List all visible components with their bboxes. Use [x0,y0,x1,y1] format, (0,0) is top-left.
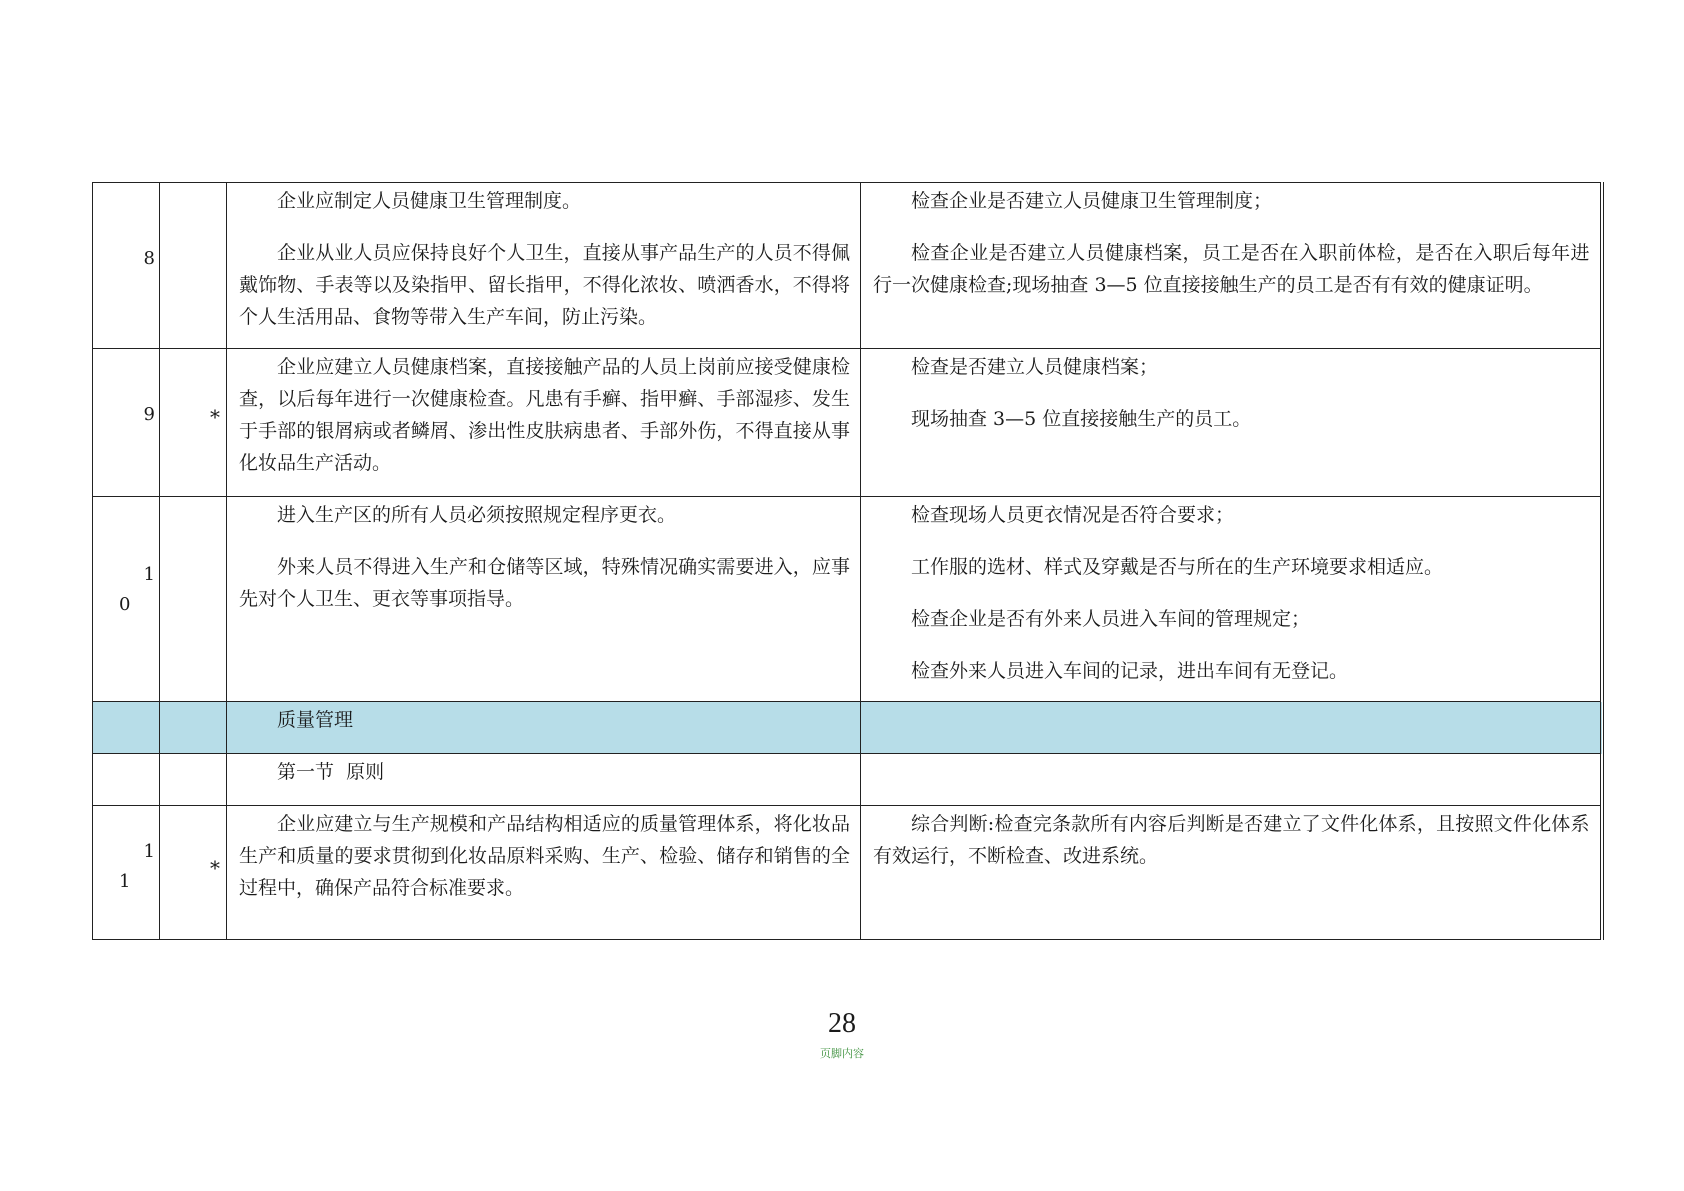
check-text: 工作服的选材、样式及穿戴是否与所在的生产环境要求相适应。 [911,556,1444,578]
subsection-empty-cell [861,754,1602,806]
subsection-title-cell [227,754,861,806]
requirement-cell [227,349,861,497]
check-text: 检查企业是否有外来人员进入车间的管理规定； [911,608,1311,630]
requirement-cell [227,183,861,349]
item-number-cell [93,806,160,940]
subsection-empty-cell [160,754,227,806]
key-item-star: * [210,856,220,880]
check-text: 检查企业是否建立人员健康档案，员工是否在入职前体检，是否在入职后每年进行一次健康检查;现场抽查 3—5 位直接接触生产的员工是否有有效的健康证明。 [873,242,1590,296]
key-item-cell [160,183,227,349]
item-number-bottom: 1 [119,871,131,892]
check-text: 综合判断:检查完条款所有内容后判断是否建立了文件化体系，且按照文件化体系有效运行，不断检查、改进系统。 [873,813,1590,867]
key-item-star: * [210,405,220,429]
item-number-cell [93,183,160,349]
check-method-cell [861,183,1602,349]
requirement-text: 企业从业人员应保持良好个人卫生，直接从事产品生产的人员不得佩戴饰物、手表等以及染指甲、留长指甲，不得化浓妆、喷洒香水，不得将个人生活用品、食物等带入生产车间，防止污染。 [239,242,850,328]
check-text: 检查现场人员更衣情况是否符合要求； [911,504,1235,526]
footer-note: 页脚内容 [820,1047,864,1060]
check-method-cell [861,806,1602,940]
item-number: 9 [143,404,155,425]
inspection-table [92,182,1604,940]
check-text: 检查是否建立人员健康档案； [911,356,1159,378]
requirement-text: 企业应制定人员健康卫生管理制度。 [277,190,582,212]
item-number: 8 [143,248,155,269]
requirement-cell [227,806,861,940]
check-method-cell [861,497,1602,702]
requirement-text: 进入生产区的所有人员必须按照规定程序更衣。 [277,504,677,526]
table-row [93,806,1602,940]
section-title-cell [227,702,861,754]
requirement-text: 企业应建立人员健康档案，直接接触产品的人员上岗前应接受健康检查，以后每年进行一次健康检查。凡患有手癣、指甲癣、手部湿疹、发生于手部的银屑病或者鳞屑、渗出性皮肤病患者、手部外伤，不得直接从事化妆品生产活动。 [239,356,850,474]
subsection-title: 第一节 原则 [277,761,385,783]
key-item-cell [160,349,227,497]
item-number-top: 1 [143,841,155,862]
table-row [93,349,1602,497]
page-number: 28 [828,1008,856,1039]
item-number-bottom: 0 [119,594,131,615]
item-number-top: 1 [143,564,155,585]
item-number-cell [93,349,160,497]
check-text: 现场抽查 3—5 位直接接触生产的员工。 [911,408,1252,430]
section-empty-cell [93,702,160,754]
check-text: 检查企业是否建立人员健康卫生管理制度； [911,190,1273,212]
item-number-cell [93,497,160,702]
inspection-table-wrapper [92,182,1601,940]
requirement-text: 外来人员不得进入生产和仓储等区域，特殊情况确实需要进入，应事先对个人卫生、更衣等事项指导。 [239,556,850,610]
key-item-cell [160,497,227,702]
table-row [93,497,1602,702]
subsection-row [93,754,1602,806]
requirement-cell [227,497,861,702]
section-empty-cell [861,702,1602,754]
check-text: 检查外来人员进入车间的记录，进出车间有无登记。 [911,660,1349,682]
table-row [93,183,1602,349]
requirement-text: 企业应建立与生产规模和产品结构相适应的质量管理体系，将化妆品生产和质量的要求贯彻到化妆品原料采购、生产、检验、储存和销售的全过程中，确保产品符合标准要求。 [239,813,850,899]
key-item-cell [160,806,227,940]
section-row [93,702,1602,754]
section-empty-cell [160,702,227,754]
subsection-empty-cell [93,754,160,806]
section-title: 质量管理 [277,709,354,731]
check-method-cell [861,349,1602,497]
